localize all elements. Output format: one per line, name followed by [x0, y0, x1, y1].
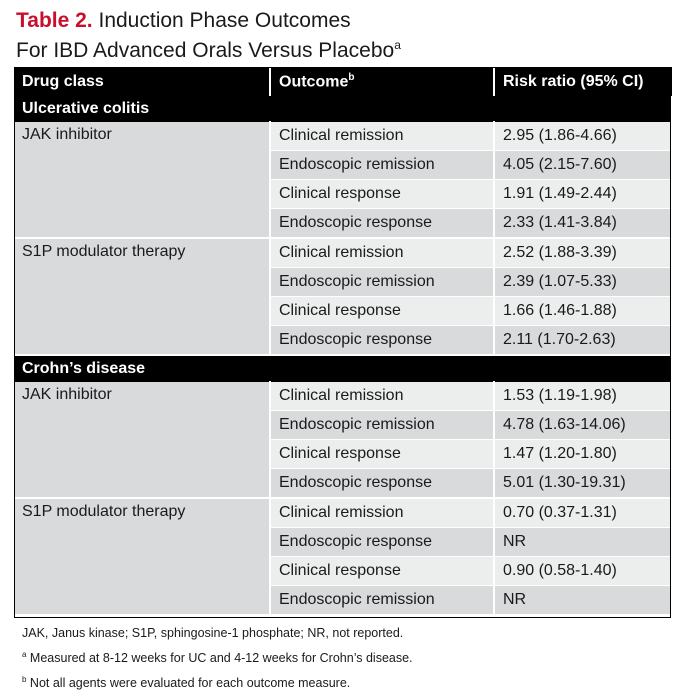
outcome-cell: Endoscopic response: [270, 326, 494, 356]
risk-ratio-cell: 4.78 (1.63-14.06): [494, 411, 671, 440]
title-line-2: For IBD Advanced Orals Versus Placebo: [16, 39, 395, 62]
risk-ratio-cell: 2.52 (1.88-3.39): [494, 238, 671, 268]
drug-class-cell: JAK inhibitor: [14, 122, 270, 239]
footnote-a-text: Measured at 8-12 weeks for UC and 4-12 weeks for Crohn’s disease.: [26, 651, 413, 666]
outcome-cell: Endoscopic response: [270, 469, 494, 499]
outcome-cell: Endoscopic remission: [270, 586, 494, 616]
risk-ratio-cell: 4.05 (2.15-7.60): [494, 151, 671, 180]
section-label: Ulcerative colitis: [14, 96, 671, 122]
footnote-a-mark: a: [22, 650, 27, 659]
footnote-b-text: Not all agents were evaluated for each outcome measure.: [26, 676, 351, 691]
risk-ratio-cell: NR: [494, 528, 671, 557]
table-row: [14, 382, 671, 411]
outcome-cell: Clinical remission: [270, 382, 494, 411]
footnote-abbreviations: JAK, Janus kinase; S1P, sphingosine-1 phosphate; NR, not reported.: [22, 626, 404, 640]
outcome-cell: Clinical remission: [270, 238, 494, 268]
header-row: [14, 67, 671, 96]
footnotes: [22, 622, 662, 694]
risk-ratio-cell: 0.90 (0.58-1.40): [494, 557, 671, 586]
drug-class-cell: S1P modulator therapy: [14, 498, 270, 615]
header-outcome: [270, 67, 494, 96]
risk-ratio-cell: 2.95 (1.86-4.66): [494, 122, 671, 151]
outcome-cell: Endoscopic response: [270, 528, 494, 557]
table-title: [16, 8, 666, 63]
title-line-1: Induction Phase Outcomes: [98, 9, 351, 32]
outcome-cell: Endoscopic response: [270, 209, 494, 239]
table-number: Table 2.: [16, 9, 93, 32]
section-label: Crohn’s disease: [14, 355, 671, 382]
table-row: [14, 498, 671, 528]
header-outcome-footnote-mark: b: [348, 71, 355, 83]
table-row: [14, 238, 671, 268]
risk-ratio-cell: 1.66 (1.46-1.88): [494, 297, 671, 326]
risk-ratio-cell: 2.39 (1.07-5.33): [494, 268, 671, 297]
footnote-b-mark: b: [22, 675, 27, 685]
outcome-cell: Clinical response: [270, 180, 494, 209]
outcome-cell: Clinical remission: [270, 122, 494, 151]
section-row: [14, 355, 671, 382]
risk-ratio-cell: 2.11 (1.70-2.63): [494, 326, 671, 356]
footnote-b: [22, 669, 662, 694]
header-outcome-label: Outcome: [279, 73, 349, 91]
section-row: [14, 96, 671, 122]
footnote-a: [22, 644, 662, 669]
outcome-cell: Clinical response: [270, 557, 494, 586]
outcomes-table: [14, 67, 672, 616]
risk-ratio-cell: NR: [494, 586, 671, 616]
risk-ratio-cell: 0.70 (0.37-1.31): [494, 498, 671, 528]
header-drug-class: Drug class: [14, 67, 270, 96]
risk-ratio-cell: 5.01 (1.30-19.31): [494, 469, 671, 499]
drug-class-cell: S1P modulator therapy: [14, 238, 270, 355]
table-row: [14, 122, 671, 151]
outcome-cell: Clinical remission: [270, 498, 494, 528]
drug-class-cell: JAK inhibitor: [14, 382, 270, 499]
outcome-cell: Endoscopic remission: [270, 411, 494, 440]
header-risk-ratio: Risk ratio (95% CI): [494, 67, 671, 96]
table-body: [14, 96, 671, 615]
outcome-cell: Endoscopic remission: [270, 268, 494, 297]
title-footnote-mark: a: [394, 38, 401, 52]
outcome-cell: Endoscopic remission: [270, 151, 494, 180]
risk-ratio-cell: 1.91 (1.49-2.44): [494, 180, 671, 209]
risk-ratio-cell: 1.47 (1.20-1.80): [494, 440, 671, 469]
risk-ratio-cell: 1.53 (1.19-1.98): [494, 382, 671, 411]
risk-ratio-cell: 2.33 (1.41-3.84): [494, 209, 671, 239]
outcome-cell: Clinical response: [270, 440, 494, 469]
outcome-cell: Clinical response: [270, 297, 494, 326]
